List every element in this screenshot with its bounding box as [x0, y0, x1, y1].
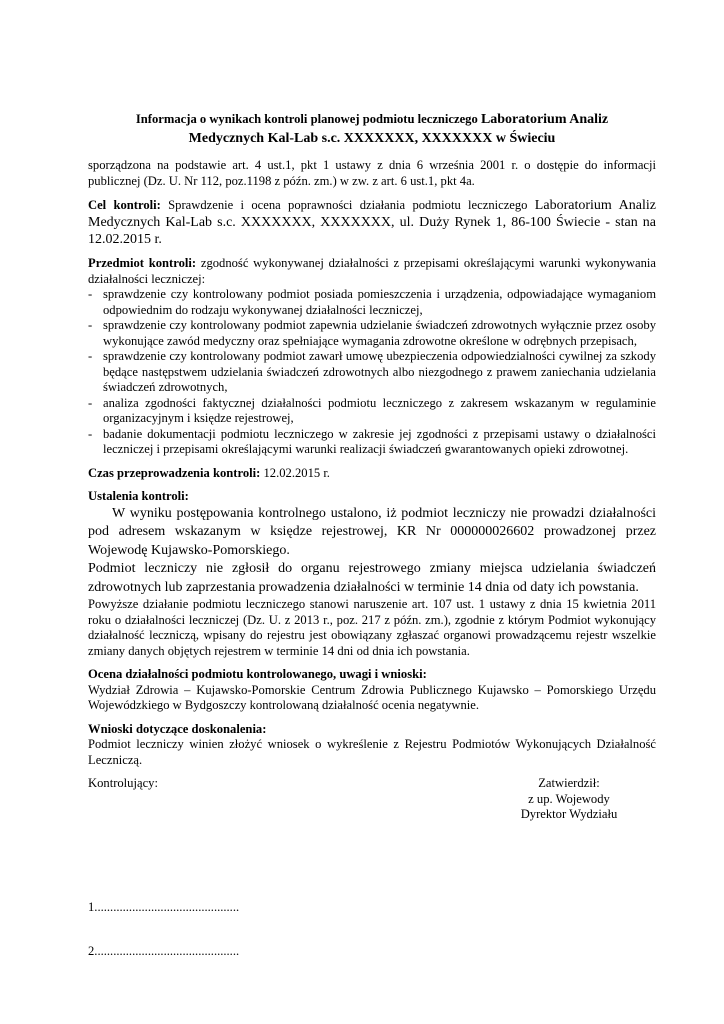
list-item: - sprawdzenie czy kontrolowany podmiot zapewnia udzielanie świadczeń zdrowotnych wyłącznie przez osoby wykonujące zawód medyczny oraz spełniające wymagania zdrowotne określone w odrębnych przepisach, [88, 318, 656, 349]
cel-text-a: Sprawdzenie i ocena poprawności działania podmiotu leczniczego [160, 198, 535, 212]
czas-label: Czas przeprowadzenia kontroli: [88, 465, 261, 480]
dyrektor-label: Dyrektor Wydziału [520, 807, 618, 821]
title-line1-a: Informacja o wynikach kontroli planowej podmiotu leczniczego [135, 112, 481, 126]
title-line1-b: Laboratorium Analiz [480, 112, 609, 127]
list-item: - sprawdzenie czy kontrolowany podmiot posiada pomieszczenia i urządzenia, odpowiadające wymaganiom odpowiednim do rodzaju wykonywanej działalności leczniczej, [88, 287, 656, 318]
ustalenia-label: Ustalenia kontroli: [88, 489, 189, 503]
czas-section [88, 466, 656, 482]
signature-line-1: 1.............................................. [88, 900, 240, 914]
list-item: - analiza zgodności faktycznej działalności podmiotu leczniczego z zakresem wskazanym w regulaminie organizacyjnym i księdze rejestrowej, [88, 396, 656, 427]
przedmiot-section [88, 256, 656, 458]
zatwierdzil-label: Zatwierdził: [538, 776, 600, 790]
z-up-wojewody-label: z up. Wojewody [528, 791, 610, 806]
czas-value: 12.02.2015 r. [260, 465, 330, 480]
document-title [88, 110, 656, 148]
przedmiot-list [88, 287, 656, 458]
title-line2: Medycznych Kal-Lab s.c. XXXXXXX, XXXXXXX w Świeciu [188, 131, 556, 146]
ocena-section [88, 667, 656, 714]
ustalenia-section [88, 489, 656, 659]
intro-paragraph: sporządzona na podstawie art. 4 ust.1, pkt 1 ustawy z dnia 6 września 2001 r. o dostępie do informacji publicznej (Dz. U. Nr 112, poz.1198 z późn. zm.) w zw. z art. 6 ust.1, pkt 4a. [88, 158, 656, 188]
document-page [88, 110, 656, 836]
ocena-label: Ocena działalności podmiotu kontrolowanego, uwagi i wnioski: [88, 667, 427, 681]
cel-section [88, 197, 656, 248]
kontrolujacy-label: Kontrolujący: [88, 776, 158, 790]
list-item: - badanie dokumentacji podmiotu leczniczego w zakresie jej zgodności z przepisami ustawy o działalności leczniczej i przepisami określającymi warunki realizacji świadczeń gwarantowanych opieki zdrowotnej. [88, 427, 656, 458]
ustalenia-paragraph-2: Podmiot leczniczy nie zgłosił do organu rejestrowego zmiany miejsca udzielania świadczeń zdrowotnych lub zaprzestania prowadzenia działalności w terminie 14 dnia od daty ich powstania. [88, 561, 656, 595]
cel-text-b: Laboratorium Analiz Medycznych Kal-Lab s.c. XXXXXXX, XXXXXXX, ul. Duży Rynek 1, 86-100 Świecie - stan na 12.02.2015 r. [88, 198, 656, 247]
wnioski-section [88, 722, 656, 769]
list-item: - sprawdzenie czy kontrolowany podmiot zawarł umowę ubezpieczenia odpowiedzialności cywilnej za szkody będące następstwem udzielania świadczeń zdrowotnych albo niezgodnego z prawem zaniechania udzielania świadczeń zdrowotnych, [88, 349, 656, 396]
cel-label: Cel kontroli: [88, 198, 161, 212]
signature-line-2: 2.............................................. [88, 944, 240, 958]
signature-block [88, 776, 656, 836]
przedmiot-text: zgodność wykonywanej działalności z przepisami określającymi warunki wykonywania działalności leczniczej: [88, 256, 656, 286]
wnioski-label: Wnioski dotyczące doskonalenia: [88, 721, 267, 736]
ustalenia-paragraph-3: Powyższe działanie podmiotu leczniczego stanowi naruszenie art. 107 ust. 1 ustawy z dnia 15 kwietnia 2011 roku o działalności leczniczej (Dz. U. z 2013 r., poz. 217 z późn. zm.), zgodnie z którym Podmiot wykonujący działalność leczniczą, wpisany do rejestru jest obowiązany zgłaszać organowi prowadzącemu rejestr wszelkie zmiany danych objętych rejestrem w terminie 14 dni od dnia ich powstania. [88, 597, 656, 658]
ustalenia-paragraph-1: W wyniku postępowania kontrolnego ustalono, iż podmiot leczniczy nie prowadzi działalności pod adresem wskazanym w księdze rejestrowej, KR Nr 000000026602 prowadzonej przez Wojewodę Kujawsko-Pomorskiego. [88, 505, 656, 558]
przedmiot-label: Przedmiot kontroli: [88, 256, 197, 270]
ocena-text: Wydział Zdrowia – Kujawsko-Pomorskie Centrum Zdrowia Publicznego Kujawsko – Pomorskiego Urzędu Wojewódzkiego w Bydgoszczy kontrolowaną działalność ocenia negatywnie. [88, 682, 656, 712]
approval-block [504, 776, 634, 823]
wnioski-text: Podmiot leczniczy winien złożyć wniosek o wykreślenie z Rejestru Podmiotów Wykonujących Działalność Leczniczą. [88, 737, 656, 767]
